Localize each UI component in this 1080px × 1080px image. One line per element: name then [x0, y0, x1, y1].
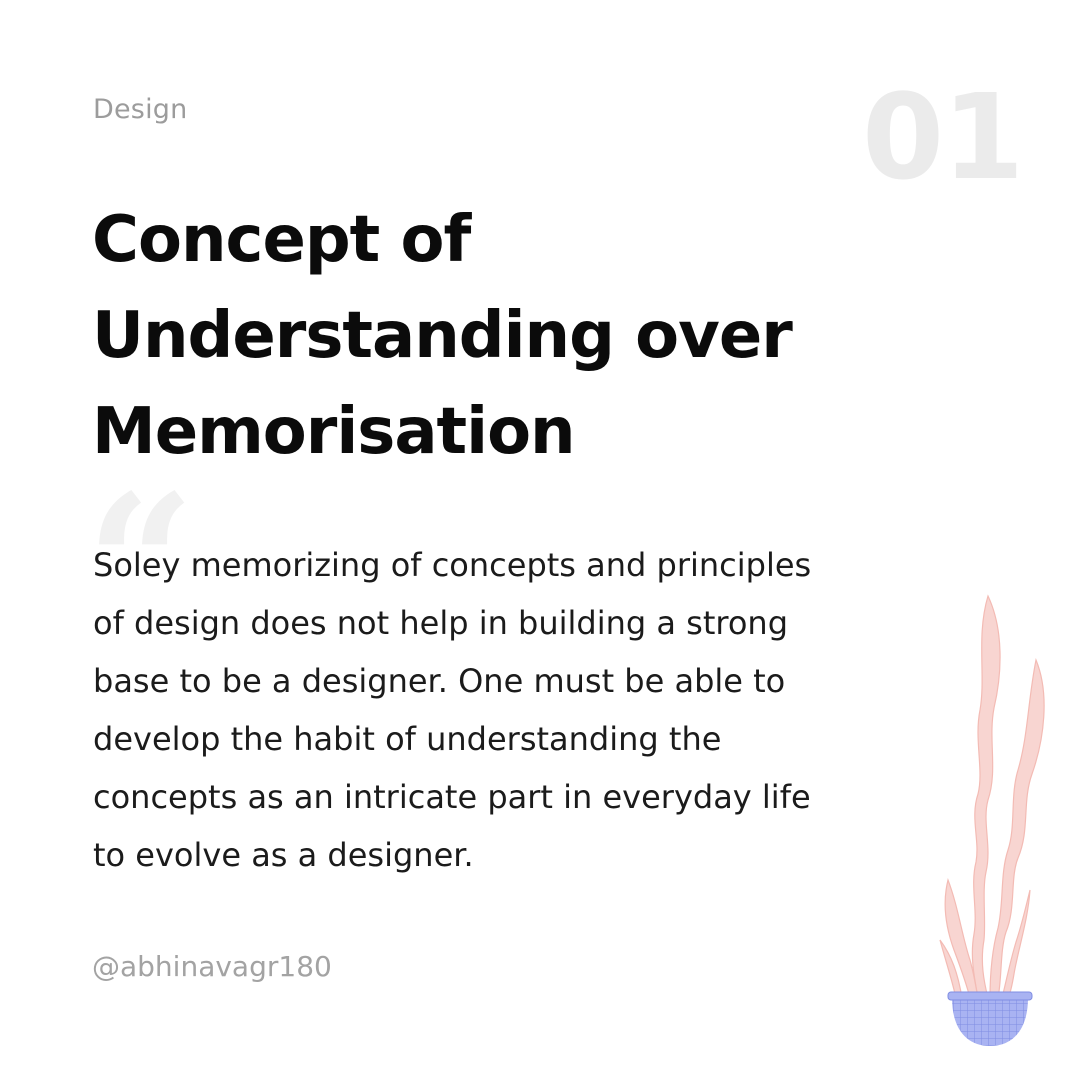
slide-number: 01 [862, 68, 1023, 206]
potted-plant-icon [918, 590, 1068, 1060]
quote-mark-icon: “ [86, 453, 196, 676]
plant-leaves [940, 596, 1044, 998]
title-line: Concept of [92, 203, 471, 277]
quote-line: concepts as an intricate part in everyday life [93, 778, 811, 816]
quote-line: develop the habit of understanding the [93, 720, 722, 758]
author-handle: @abhinavagr180 [92, 950, 332, 983]
title-line: Understanding over [92, 299, 792, 373]
quote-text [93, 536, 923, 884]
category-label: Design [93, 94, 188, 125]
quote-line: to evolve as a designer. [93, 836, 474, 874]
title-line: Memorisation [92, 395, 575, 469]
quote-line: base to be a designer. One must be able to [93, 662, 786, 700]
plant-pot [948, 992, 1032, 1046]
post-title [92, 192, 852, 480]
quote-line: Soley memorizing of concepts and principles [93, 546, 812, 584]
quote-line: of design does not help in building a strong [93, 604, 788, 642]
